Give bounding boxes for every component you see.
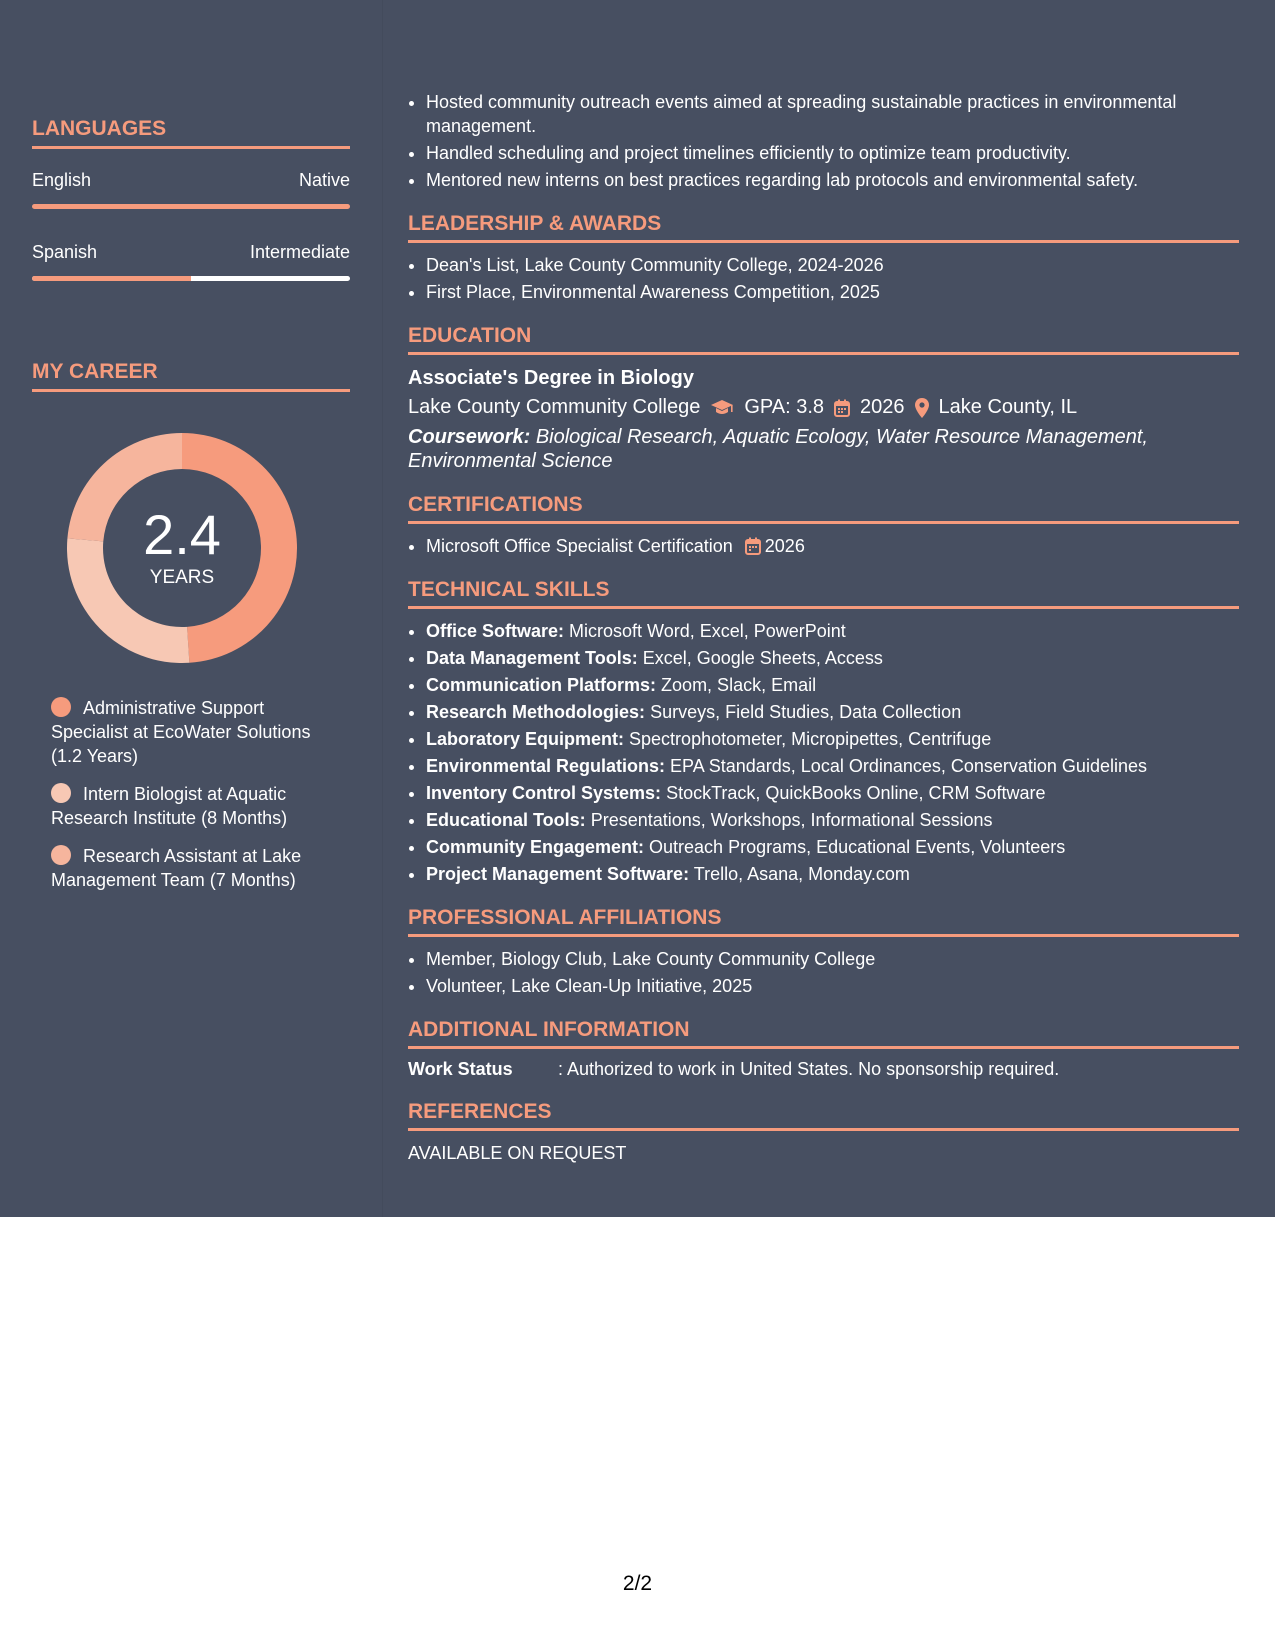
language-level: Intermediate bbox=[249, 242, 350, 262]
school-name: Lake County Community College bbox=[408, 396, 701, 418]
legend-dot bbox=[51, 845, 71, 865]
skill-label: Inventory Control Systems: bbox=[426, 783, 662, 803]
affiliation-item: • Member, Biology Club, Lake County Community College bbox=[426, 947, 1239, 971]
career-legend bbox=[51, 696, 326, 892]
skill-value: Outreach Programs, Educational Events, Volunteers bbox=[649, 837, 1066, 857]
page-number: 2/2 bbox=[622, 1572, 653, 1595]
award-item: • Dean's List, Lake County Community College, 2024-2026 bbox=[426, 253, 1239, 277]
certifications-heading: CERTIFICATIONS bbox=[408, 493, 1239, 524]
work-status-label: Work Status bbox=[408, 1059, 513, 1079]
additional-info-heading: ADDITIONAL INFORMATION bbox=[408, 1018, 1239, 1049]
school-location: Lake County, IL bbox=[938, 396, 1078, 418]
education-heading: EDUCATION bbox=[408, 324, 1239, 355]
skill-label: Community Engagement: bbox=[426, 837, 645, 857]
skill-label: Data Management Tools: bbox=[426, 648, 638, 668]
gpa: GPA: 3.8 bbox=[744, 396, 825, 418]
language-name: Spanish bbox=[32, 242, 98, 262]
skills-heading: TECHNICAL SKILLS bbox=[408, 578, 1239, 609]
language-bar-fill bbox=[32, 276, 191, 281]
skill-value: Microsoft Word, Excel, PowerPoint bbox=[569, 621, 846, 641]
language-line bbox=[32, 242, 350, 263]
certification-item bbox=[426, 534, 1239, 558]
skill-item bbox=[426, 727, 1239, 751]
language-bar bbox=[32, 276, 350, 281]
experience-bullet: • Mentored new interns on best practices regarding lab protocols and environmental safety. bbox=[426, 168, 1239, 192]
skill-label: Research Methodologies: bbox=[426, 702, 646, 722]
coursework-text: Biological Research, Aquatic Ecology, Water Resource Management, Environmental Science bbox=[408, 426, 1148, 472]
education-details bbox=[408, 396, 1239, 419]
affiliations-list bbox=[426, 947, 1239, 998]
coursework-label: Coursework: bbox=[408, 426, 531, 448]
experience-bullet: • Hosted community outreach events aimed at spreading sustainable practices in environmental management. bbox=[426, 90, 1239, 138]
skill-label: Environmental Regulations: bbox=[426, 756, 666, 776]
experience-bullet: • Handled scheduling and project timelines efficiently to optimize team productivity. bbox=[426, 141, 1239, 165]
legend-dot bbox=[51, 783, 71, 803]
skill-label: Educational Tools: bbox=[426, 810, 586, 830]
career-donut-chart bbox=[67, 433, 297, 663]
leadership-heading: LEADERSHIP & AWARDS bbox=[408, 212, 1239, 243]
career-total-unit: YEARS bbox=[149, 567, 215, 588]
language-bar bbox=[32, 204, 350, 209]
skill-label: Laboratory Equipment: bbox=[426, 729, 625, 749]
location-pin-icon bbox=[915, 398, 929, 418]
skill-label: Communication Platforms: bbox=[426, 675, 657, 695]
experience-bullets bbox=[426, 90, 1239, 192]
language-row bbox=[32, 170, 350, 209]
skill-value: Zoom, Slack, Email bbox=[661, 675, 817, 695]
degree-title: Associate's Degree in Biology bbox=[408, 367, 694, 389]
skill-item bbox=[426, 619, 1239, 643]
affiliation-item: • Volunteer, Lake Clean-Up Initiative, 2025 bbox=[426, 974, 1239, 998]
skill-value: Trello, Asana, Monday.com bbox=[693, 864, 910, 884]
leadership-list bbox=[426, 253, 1239, 304]
skill-item bbox=[426, 862, 1239, 886]
skill-item bbox=[426, 754, 1239, 778]
languages-heading: LANGUAGES bbox=[32, 117, 350, 149]
certification-year: 2026 bbox=[764, 536, 805, 556]
main-content bbox=[383, 0, 1275, 1217]
skill-value: StockTrack, QuickBooks Online, CRM Software bbox=[666, 783, 1046, 803]
certification-row bbox=[426, 534, 1239, 558]
career-legend-item bbox=[51, 782, 326, 830]
language-bar-fill bbox=[32, 204, 350, 209]
affiliations-heading: PROFESSIONAL AFFILIATIONS bbox=[408, 906, 1239, 937]
sidebar bbox=[0, 0, 383, 1217]
career-heading: MY CAREER bbox=[32, 360, 350, 392]
skill-label: Project Management Software: bbox=[426, 864, 690, 884]
coursework bbox=[408, 425, 1239, 473]
skill-item bbox=[426, 781, 1239, 805]
language-name: English bbox=[32, 170, 92, 190]
calendar-icon bbox=[745, 537, 761, 555]
references-heading: REFERENCES bbox=[408, 1100, 1239, 1131]
skill-item bbox=[426, 808, 1239, 832]
award-item: • First Place, Environmental Awareness Competition, 2025 bbox=[426, 280, 1239, 304]
skill-item bbox=[426, 673, 1239, 697]
career-section bbox=[32, 360, 350, 892]
skill-item bbox=[426, 700, 1239, 724]
skill-value: EPA Standards, Local Ordinances, Conservation Guidelines bbox=[670, 756, 1147, 776]
work-status-value: : Authorized to work in United States. No sponsorship required. bbox=[558, 1059, 1060, 1079]
references-text: AVAILABLE ON REQUEST bbox=[408, 1143, 627, 1163]
language-row bbox=[32, 242, 350, 281]
career-total-value: 2.4 bbox=[143, 503, 221, 566]
skill-value: Spectrophotometer, Micropipettes, Centrifuge bbox=[629, 729, 992, 749]
donut-center bbox=[67, 433, 297, 663]
work-status-row bbox=[408, 1059, 1239, 1080]
skill-value: Presentations, Workshops, Informational Sessions bbox=[590, 810, 993, 830]
skill-item bbox=[426, 835, 1239, 859]
career-legend-item bbox=[51, 696, 326, 768]
career-legend-label: Administrative Support Specialist at EcoWater Solutions (1.2 Years) bbox=[51, 698, 311, 766]
graduation-cap-icon bbox=[710, 399, 734, 417]
skill-item bbox=[426, 646, 1239, 670]
language-level: Native bbox=[298, 170, 350, 190]
skills-list bbox=[426, 619, 1239, 886]
languages-list bbox=[32, 170, 350, 281]
language-line bbox=[32, 170, 350, 191]
certification-name: • Microsoft Office Specialist Certification bbox=[426, 536, 733, 556]
graduation-year: 2026 bbox=[860, 396, 905, 418]
career-legend-label: Research Assistant at Lake Management Team (7 Months) bbox=[51, 846, 302, 890]
skill-value: Surveys, Field Studies, Data Collection bbox=[650, 702, 962, 722]
skill-label: Office Software: bbox=[426, 621, 565, 641]
calendar-icon bbox=[834, 399, 850, 417]
languages-section bbox=[32, 117, 350, 281]
legend-dot bbox=[51, 697, 71, 717]
career-legend-item bbox=[51, 844, 326, 892]
career-legend-label: Intern Biologist at Aquatic Research Institute (8 Months) bbox=[51, 784, 288, 828]
certifications-list bbox=[426, 534, 1239, 558]
skill-value: Excel, Google Sheets, Access bbox=[642, 648, 883, 668]
